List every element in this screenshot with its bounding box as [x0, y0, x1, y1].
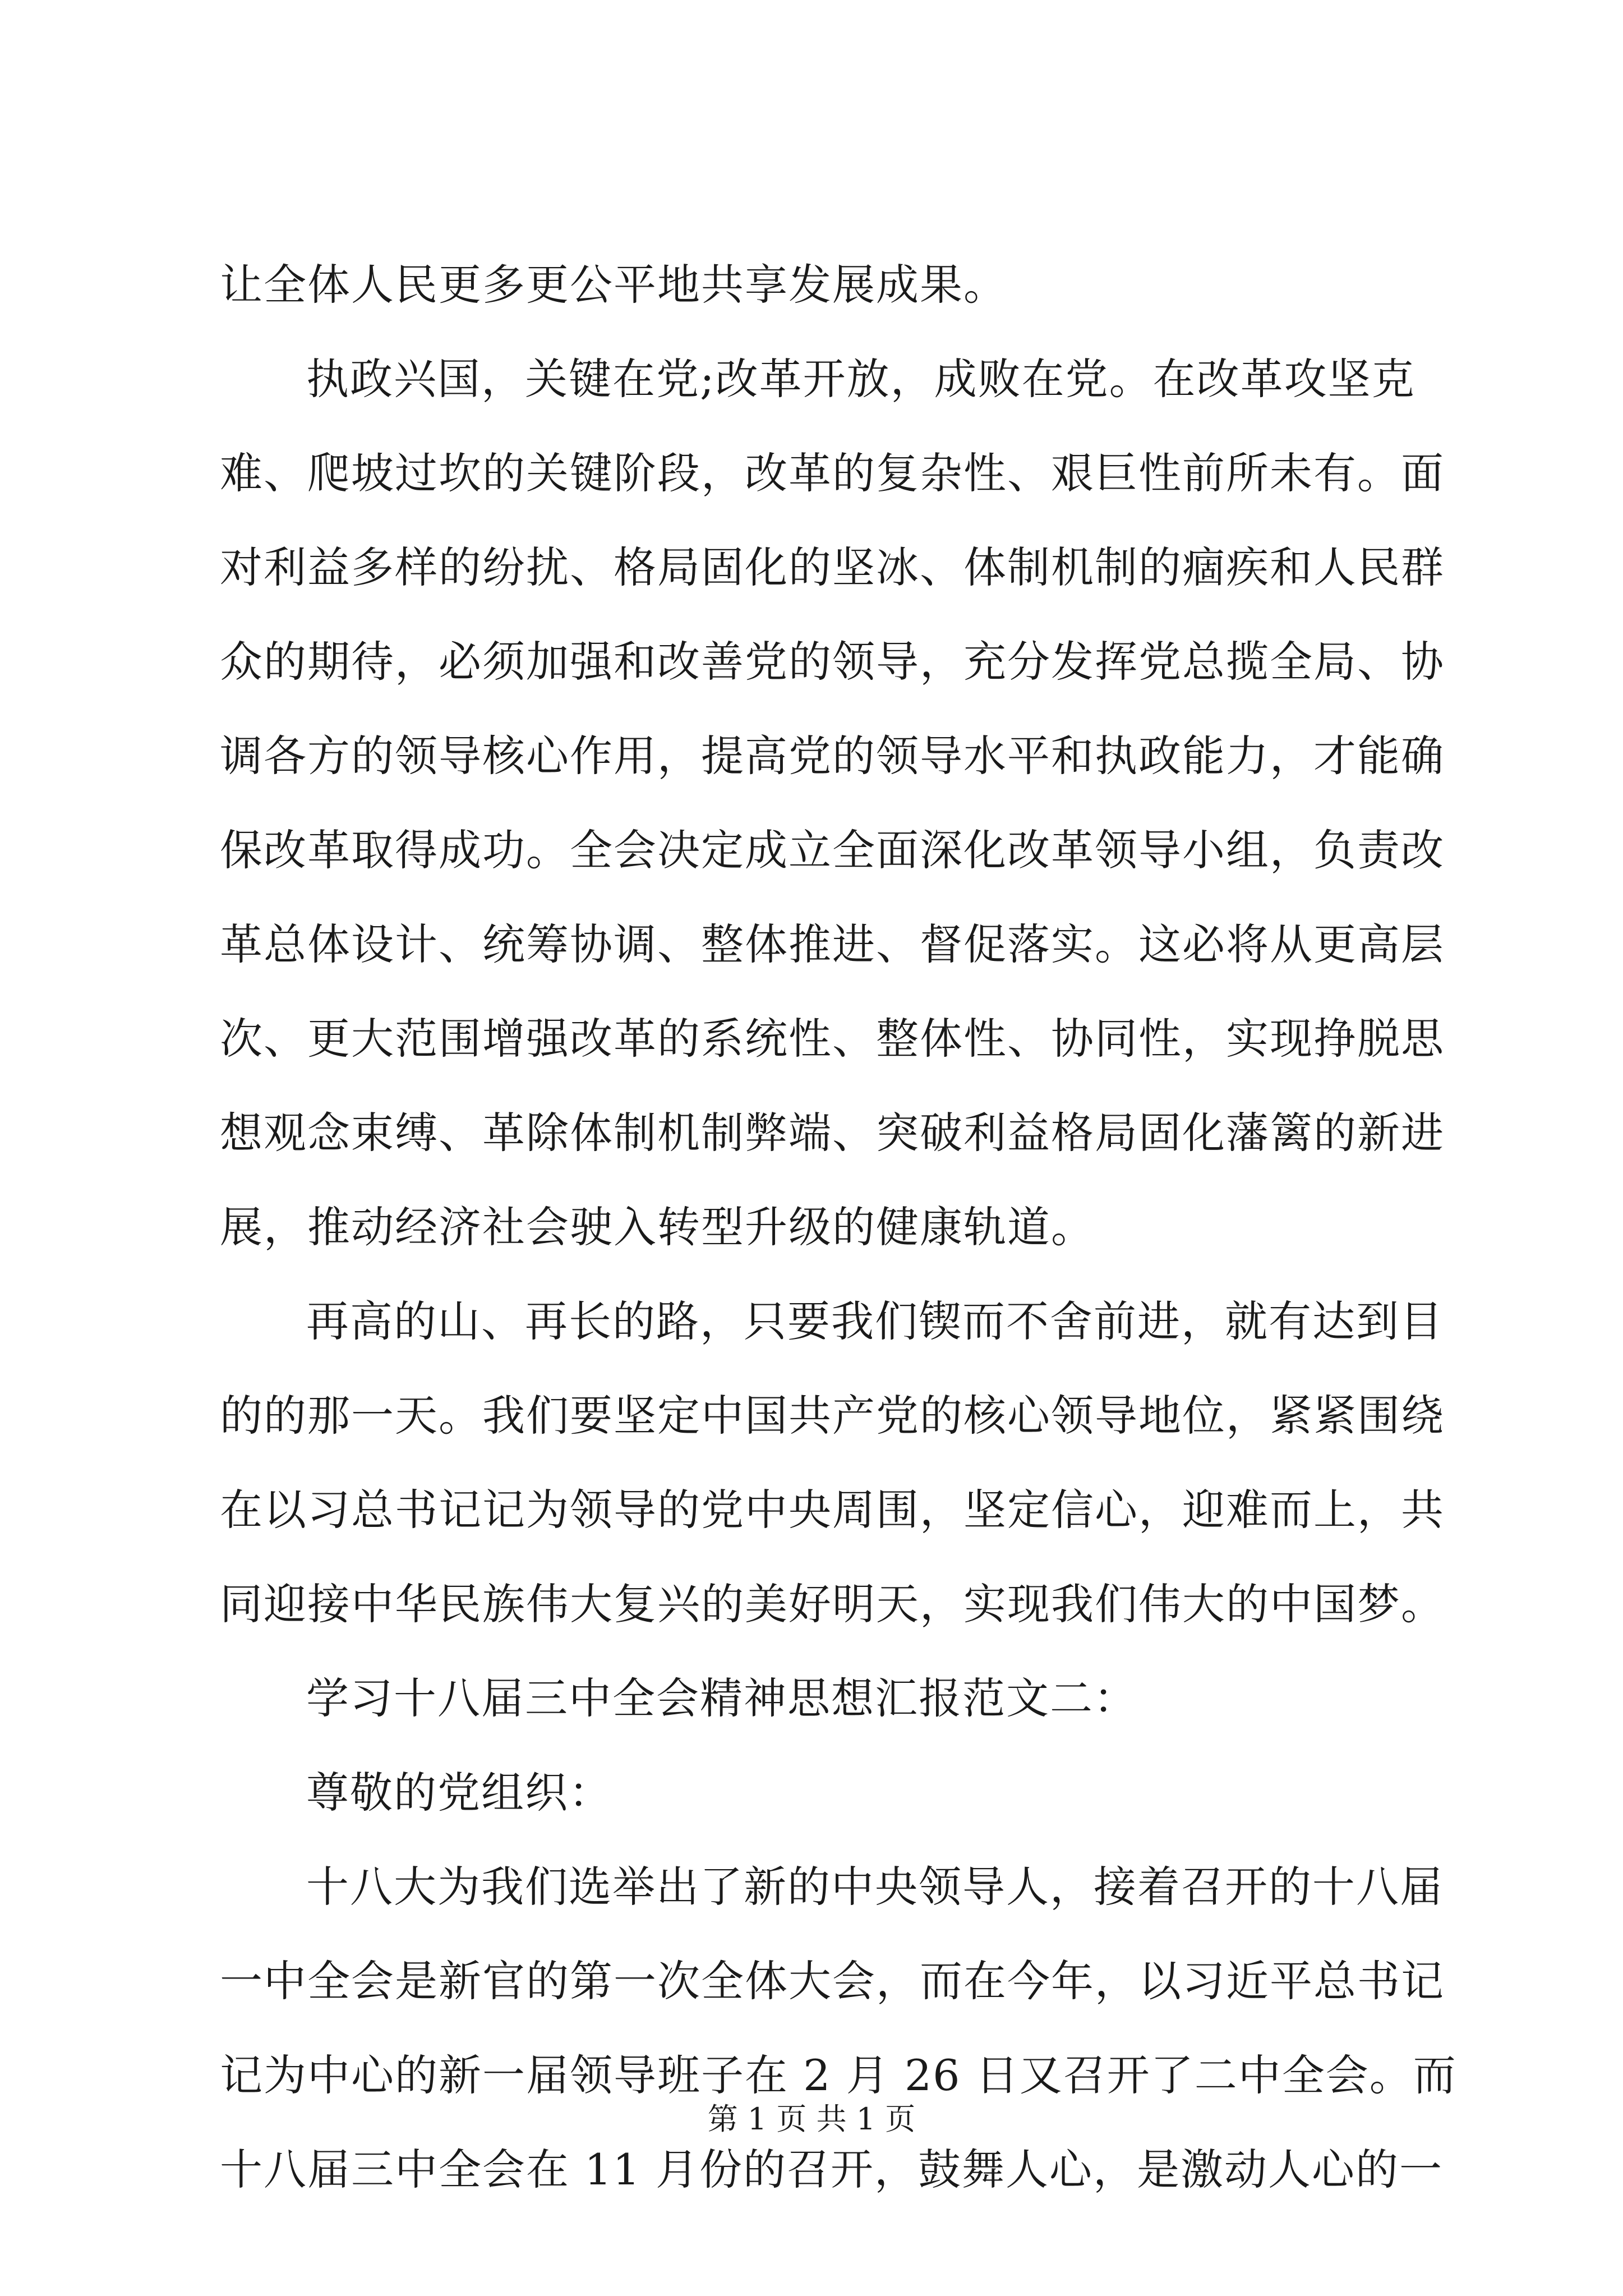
text-line-7: 保改革取得成功。全会决定成立全面深化改革领导小组，负责改 [220, 825, 1445, 875]
page-footer: 第 1 页 共 1 页 [707, 2101, 916, 2137]
text-line-19: 一中全会是新官的第一次全体大会，而在今年，以习近平总书记 [220, 1956, 1445, 2006]
text-line-8: 革总体设计、统筹协调、整体推进、督促落实。这必将从更高层 [220, 919, 1445, 969]
text-line-12: 再高的山、再长的路，只要我们锲而不舍前进，就有达到目 [306, 1296, 1444, 1346]
text-line-13: 的的那一天。我们要坚定中国共产党的核心领导地位，紧紧围绕 [220, 1391, 1445, 1441]
text-line-6: 调各方的领导核心作用，提高党的领导水平和执政能力，才能确 [220, 731, 1445, 781]
salutation: 尊敬的党组织： [306, 1768, 612, 1818]
text-line-18: 十八大为我们选举出了新的中央领导人，接着召开的十八届 [306, 1862, 1444, 1912]
text-line-15: 同迎接中华民族伟大复兴的美好明天，实现我们伟大的中国梦。 [220, 1579, 1445, 1629]
text-line-21: 十八届三中全会在 11 月份的召开，鼓舞人心，是激动人心的一 [220, 2145, 1444, 2194]
text-line-5: 众的期待，必须加强和改善党的领导，充分发挥党总揽全局、协 [220, 637, 1445, 687]
text-line-11: 展，推动经济社会驶入转型升级的健康轨道。 [220, 1202, 1095, 1252]
text-line-14: 在以习总书记记为领导的党中央周围，坚定信心，迎难而上，共 [220, 1485, 1445, 1535]
text-line-4: 对利益多样的纷扰、格局固化的坚冰、体制机制的痼疾和人民群 [220, 542, 1445, 592]
text-line-20: 记为中心的新一届领导班子在 2 月 26 日又召开了二中全会。而 [220, 2050, 1457, 2100]
text-line-2: 执政兴国，关键在党;改革开放，成败在党。在改革攻坚克 [306, 354, 1415, 404]
text-line-3: 难、爬坡过坎的关键阶段，改革的复杂性、艰巨性前所未有。面 [220, 448, 1445, 498]
text-line-1: 让全体人民更多更公平地共享发展成果。 [220, 260, 1007, 310]
section-heading: 学习十八届三中全会精神思想汇报范文二： [306, 1673, 1137, 1723]
text-line-10: 想观念束缚、革除体制机制弊端、突破利益格局固化藩篱的新进 [220, 1108, 1445, 1158]
text-line-9: 次、更大范围增强改革的系统性、整体性、协同性，实现挣脱思 [220, 1014, 1445, 1064]
